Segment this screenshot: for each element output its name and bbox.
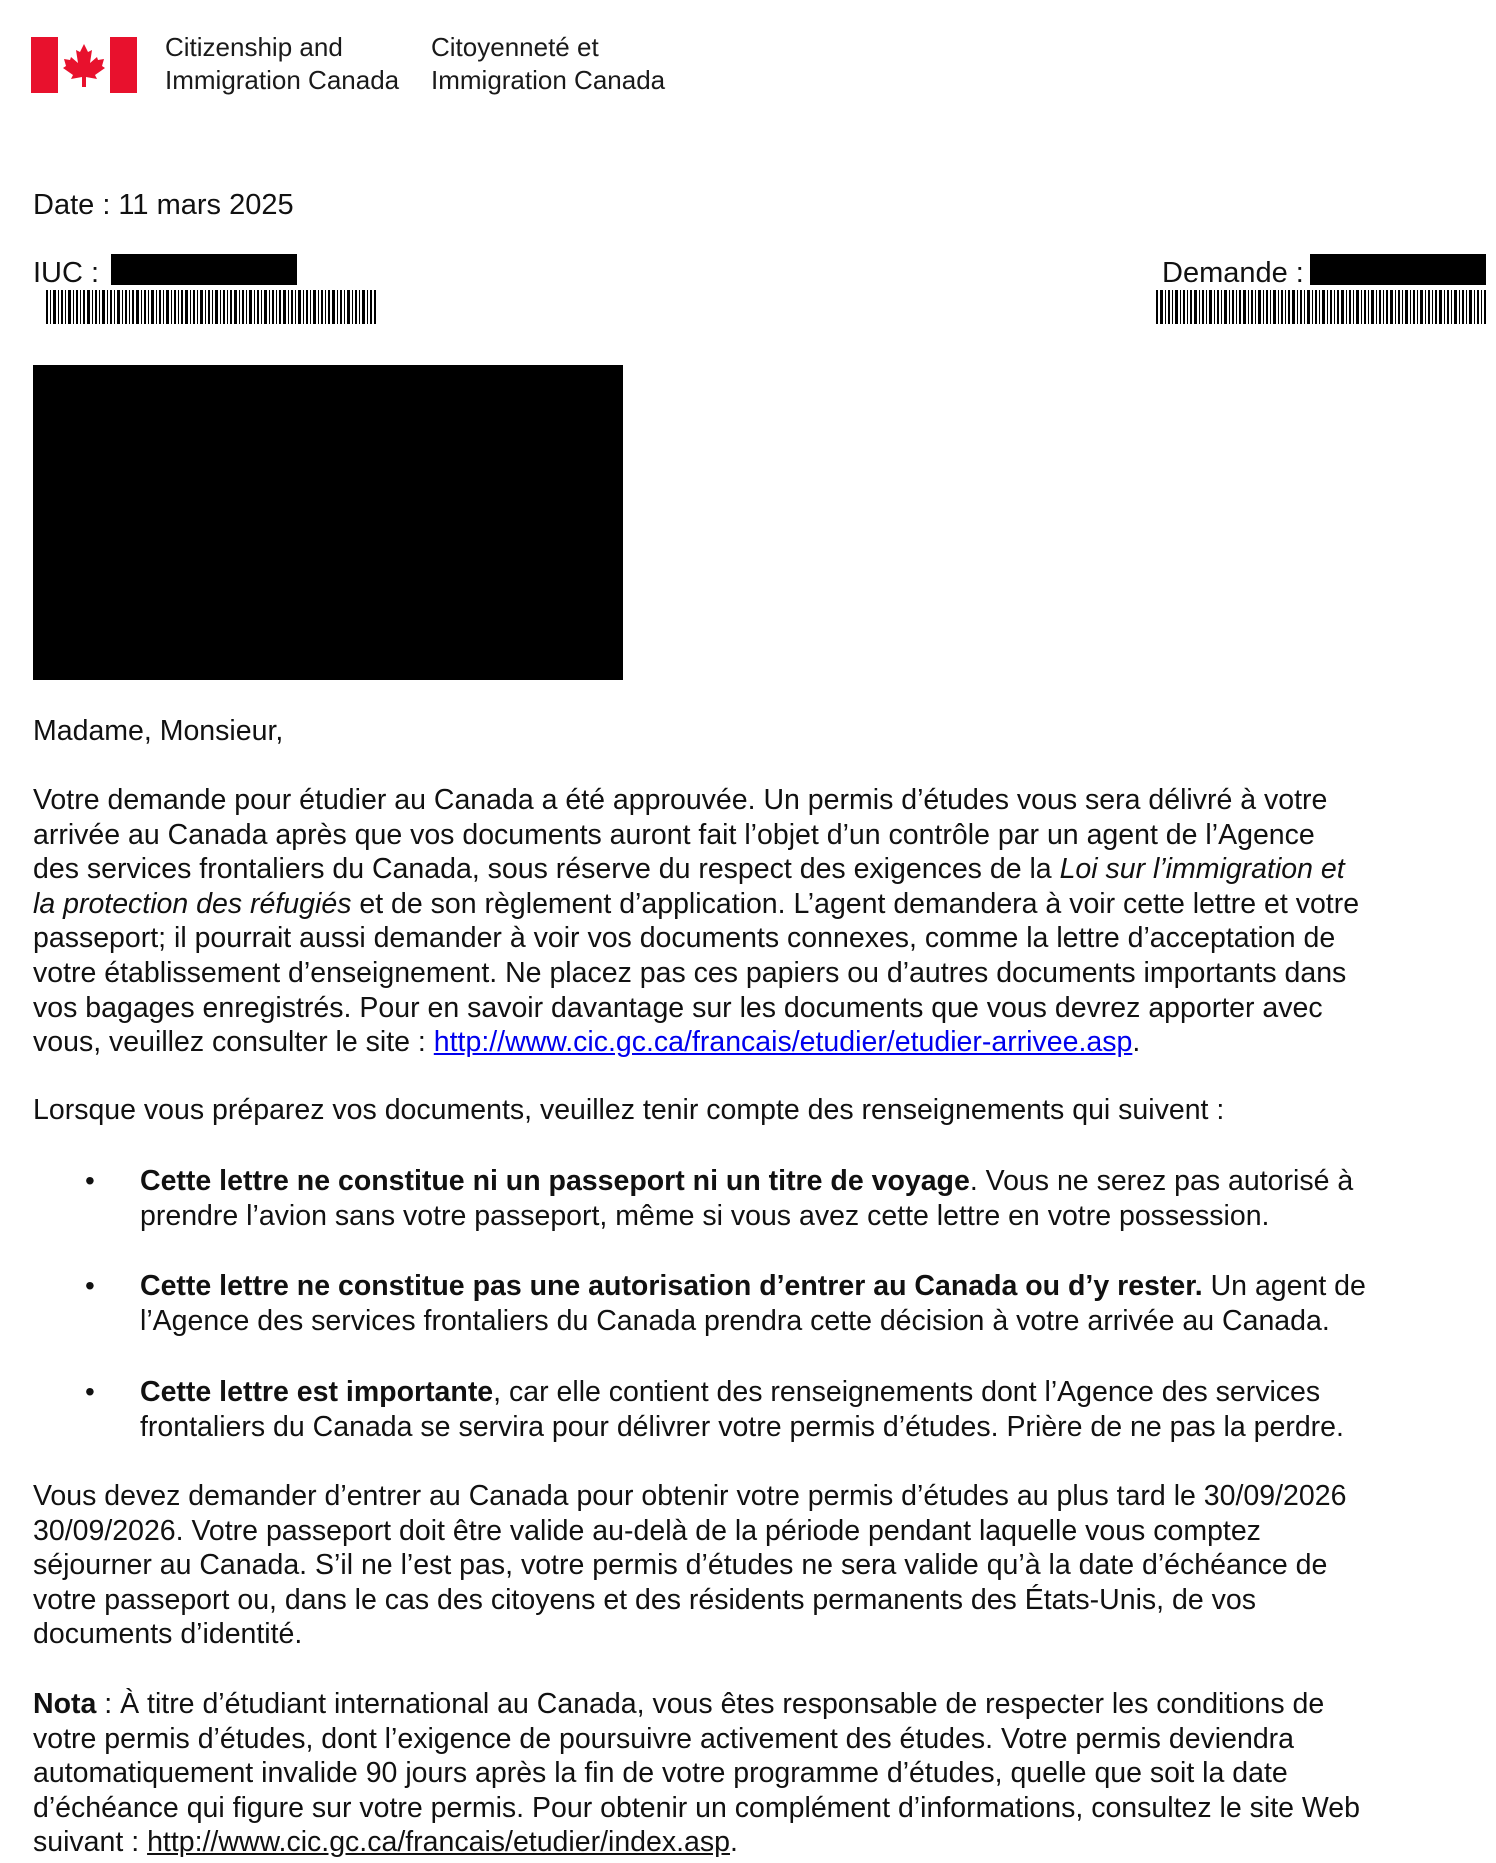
canada-flag-icon — [31, 37, 137, 93]
demande-barcode — [1156, 290, 1486, 324]
nota-text: : À titre d’étudiant international au Canada, vous êtes responsable de respecter les conditions de — [96, 1688, 1325, 1720]
law-title-italic: Loi sur l’immigration et — [1059, 853, 1345, 886]
bullet-line — [140, 1164, 1353, 1199]
intro-text: des services frontaliers du Canada, sous réserve du respect des exigences de la — [33, 853, 1060, 886]
department-name-en-line1: Citizenship and — [165, 32, 343, 62]
arrival-documents-link[interactable]: http://www.cic.gc.ca/francais/etudier/etudier-arrivee.asp — [433, 1026, 1133, 1059]
nota-line — [33, 1687, 1463, 1722]
bullet-line: prendre l’avion sans votre passeport, même si vous avez cette lettre en votre possession. — [140, 1199, 1270, 1232]
bullet-line: l’Agence des services frontaliers du Canada prendra cette décision à votre arrivée au Canada. — [140, 1304, 1330, 1337]
bullet-item-authorization — [140, 1269, 1366, 1338]
department-name-french — [431, 31, 665, 97]
intro-text: . — [1132, 1026, 1141, 1059]
demande-label: Demande : — [1162, 257, 1304, 289]
law-title-italic: la protection des réfugiés — [33, 887, 352, 920]
bullet-dot: • — [85, 1165, 95, 1196]
department-name-en-line2: Immigration Canada — [165, 65, 400, 95]
letter-date: Date : 11 mars 2025 — [33, 189, 294, 221]
intro-text: vous, veuillez consulter le site : — [33, 1026, 434, 1059]
bullet-item-passport — [140, 1164, 1353, 1233]
deadline-line: documents d’identité. — [33, 1618, 303, 1651]
department-name-fr-line2: Immigration Canada — [431, 65, 666, 95]
bullet-bold-text: Cette lettre ne constitue pas une autorisation d’entrer au Canada ou d’y rester. — [140, 1270, 1203, 1302]
prepare-paragraph: Lorsque vous préparez vos documents, veuillez tenir compte des renseignements qui suivent : — [33, 1094, 1225, 1126]
iuc-redaction — [111, 254, 297, 285]
intro-line: Votre demande pour étudier au Canada a été approuvée. Un permis d’études vous sera délivré à votre — [33, 784, 1328, 816]
intro-line — [33, 887, 1463, 922]
nota-label: Nota — [33, 1688, 97, 1720]
demande-redaction — [1310, 254, 1486, 285]
bullet-dot: • — [85, 1270, 95, 1301]
nota-line — [33, 1825, 1463, 1860]
iuc-barcode — [46, 290, 376, 324]
intro-text: et de son règlement d’application. L’agent demandera à voir cette lettre et votre — [351, 887, 1360, 920]
bullet-text: . Vous ne serez pas autorisé à — [969, 1165, 1354, 1197]
nota-text: suivant : — [33, 1826, 148, 1859]
nota-text: . — [730, 1826, 738, 1859]
iuc-label: IUC : — [33, 257, 100, 289]
intro-line — [33, 852, 1463, 887]
bullet-line — [140, 1269, 1366, 1304]
bullet-text: , car elle contient des renseignements dont l’Agence des services — [493, 1376, 1321, 1408]
deadline-line: séjourner au Canada. S’il ne l’est pas, votre permis d’études ne sera valide qu’à la date d’échéance de — [33, 1549, 1328, 1582]
address-redaction — [33, 365, 623, 680]
intro-line: passeport; il pourrait aussi demander à voir vos documents connexes, comme la lettre d’acceptation de — [33, 922, 1336, 955]
deadline-line: 30/09/2026. Votre passeport doit être valide au-delà de la période pendant laquelle vous comptez — [33, 1514, 1261, 1547]
intro-line: arrivée au Canada après que vos documents auront fait l’objet d’un contrôle par un agent de l’Agence — [33, 818, 1315, 851]
bullet-text: Un agent de — [1202, 1270, 1366, 1302]
deadline-line: Vous devez demander d’entrer au Canada pour obtenir votre permis d’études au plus tard le 30/09/2026 — [33, 1480, 1347, 1512]
nota-paragraph — [33, 1687, 1463, 1860]
nota-line: automatiquement invalide 90 jours après la fin de votre programme d’études, quelle que soit la date — [33, 1757, 1288, 1790]
bullet-dot: • — [85, 1376, 95, 1407]
bullet-line: frontaliers du Canada se servira pour délivrer votre permis d’études. Prière de ne pas la perdre. — [140, 1410, 1344, 1443]
study-info-link[interactable]: http://www.cic.gc.ca/francais/etudier/index.asp — [147, 1826, 731, 1859]
intro-line: votre établissement d’enseignement. Ne placez pas ces papiers ou d’autres documents importants dans — [33, 956, 1347, 989]
intro-line: vos bagages enregistrés. Pour en savoir davantage sur les documents que vous devrez apporter avec — [33, 991, 1323, 1024]
nota-line: d’échéance qui figure sur votre permis. Pour obtenir un complément d’informations, consultez le site Web — [33, 1791, 1360, 1824]
bullet-bold-text: Cette lettre est importante — [140, 1376, 494, 1408]
department-name-fr-line1: Citoyenneté et — [431, 32, 599, 62]
bullet-bold-text: Cette lettre ne constitue ni un passeport ni un titre de voyage — [140, 1165, 970, 1197]
intro-line — [33, 1025, 1463, 1060]
bullet-item-important — [140, 1375, 1344, 1444]
intro-paragraph — [33, 783, 1463, 1060]
deadline-paragraph — [33, 1479, 1463, 1652]
department-name-english — [165, 31, 399, 97]
bullet-line — [140, 1375, 1344, 1410]
salutation: Madame, Monsieur, — [33, 715, 284, 747]
deadline-line: votre passeport ou, dans le cas des citoyens et des résidents permanents des États-Unis, de vos — [33, 1583, 1256, 1616]
nota-line: votre permis d’études, dont l’exigence de poursuivre activement des études. Votre permis deviendra — [33, 1722, 1295, 1755]
